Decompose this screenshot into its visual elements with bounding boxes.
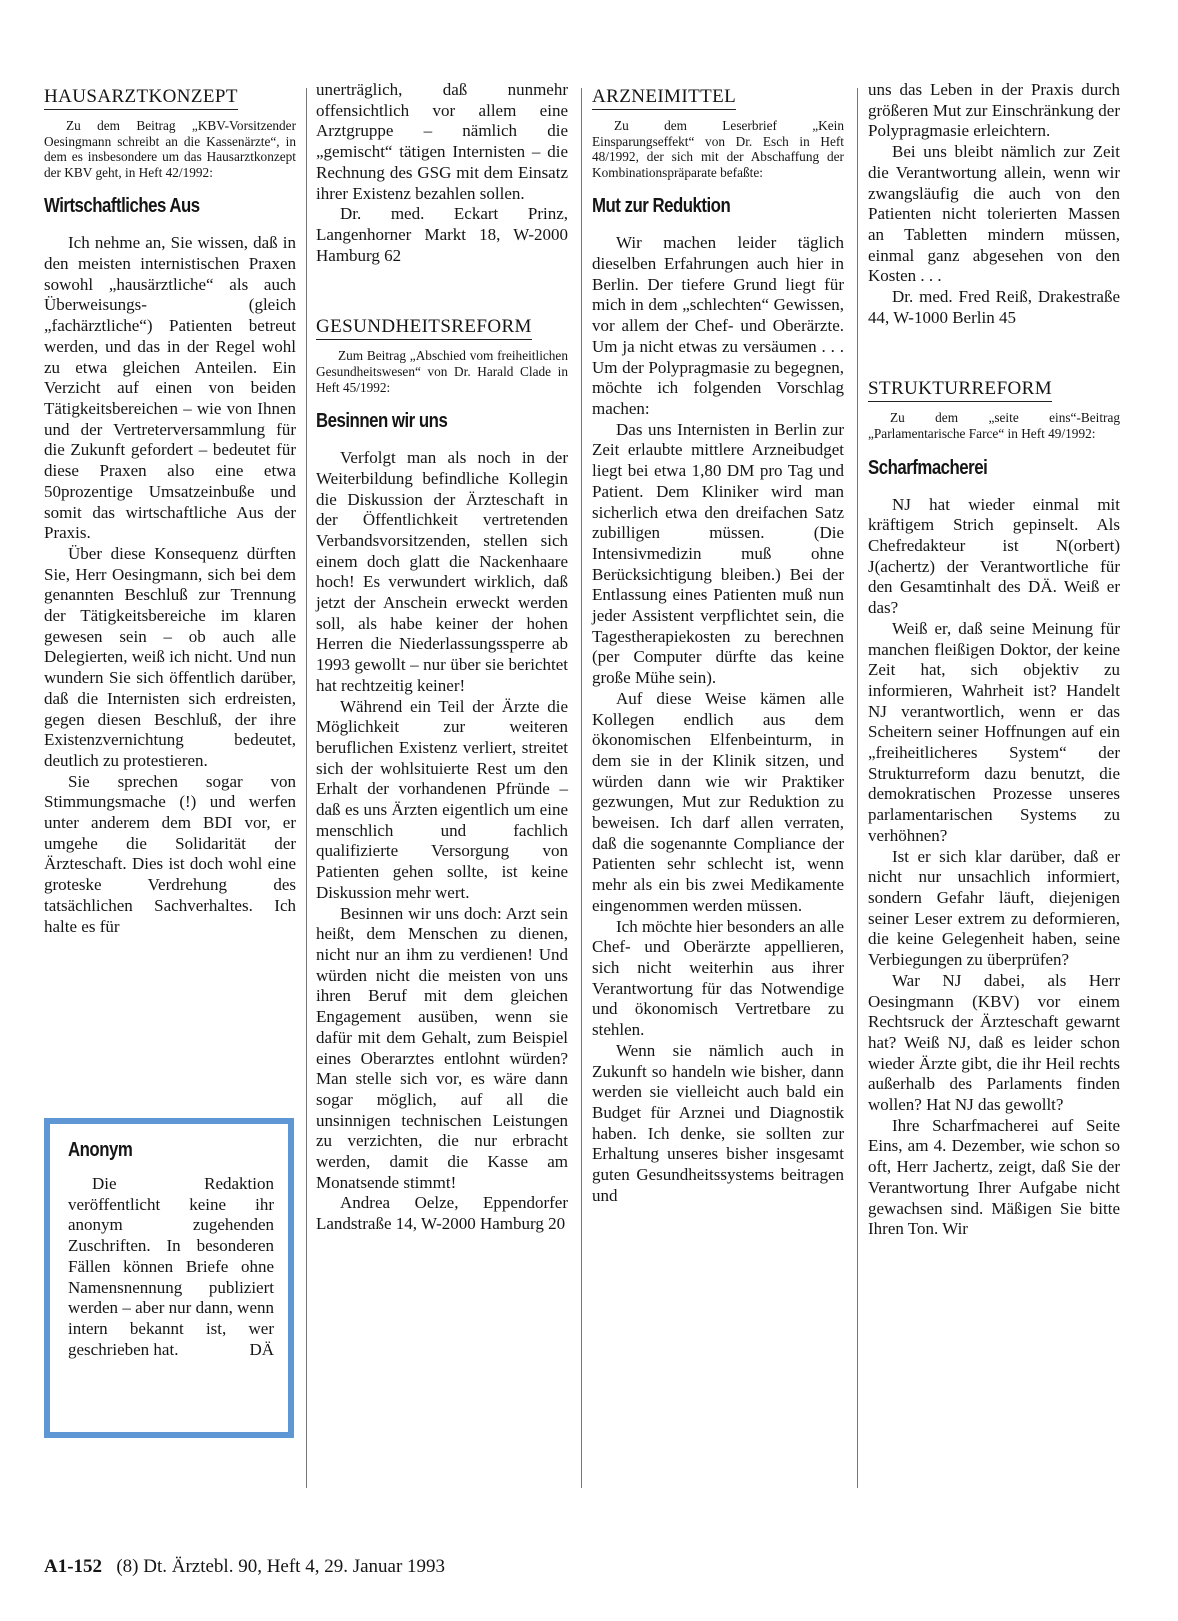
- notice-sign: DÄ: [249, 1339, 274, 1359]
- paragraph: Verfolgt man als noch in der Weiterbildung befindliche Kollegin die Diskussion der Ärzteschaft in der Öffentlichkeit vertretenden Verbandsvorsitzenden, stellen sich einem doch glatt die Nackenhaare hoch! Es verwundert wirklich, daß jetzt der Anschein erweckt werden soll, als habe keiner der hohen Herren die Niederlassungssperre ab 1993 gewollt – nur über sie berichtet hat rechtzeitig keiner!: [316, 448, 568, 695]
- page-number: A1-152: [44, 1556, 103, 1577]
- letter-intro: Zum Beitrag „Abschied vom freiheitlichen Gesundheitswesen“ von Dr. Harald Clade in Heft 45/1992:: [316, 348, 568, 395]
- paragraph: Sie sprechen sogar von Stimmungsmache (!) und werfen unter anderem dem BDI vor, er umgehe die Solidarität der Ärzteschaft. Dies ist doch wohl eine groteske Verdrehung des tatsächlichen Sachverhaltes. Ich halte es für: [44, 771, 296, 936]
- paragraph: Über diese Konsequenz dürften Sie, Herr Oesingmann, sich bei dem genannten Beschluß zur Trennung der Tätigkeitsbereiche im klaren gewesen sein – ob auch alle Delegierten, weiß ich nicht. Und nun wundern Sie sich öffentlich darüber, daß die Internisten sich erdreisten, gegen diesen Beschluß, der ihre Existenzvernichtung bedeutet, deutlich zu protestieren.: [44, 543, 296, 770]
- letter-intro: Zu dem Beitrag „KBV-Vorsitzender Oesingmann schreibt an die Kassenärzte“, in dem es insbesondere um das Hausarztkonzept der KBV geht, in Heft 42/1992:: [44, 118, 296, 180]
- letter-body: [592, 233, 844, 1206]
- letter-headline: Wirtschaftliches Aus: [44, 194, 200, 218]
- paragraph: NJ hat wieder einmal mit kräftigem Strich gepinselt. Als Chefredakteur ist N(orbert) J(achertz) der Verantwortliche für den Gesamtinhalt des DÄ. Weiß er das?: [868, 494, 1120, 618]
- letter-body: [868, 495, 1120, 1240]
- paragraph: Ich möchte hier besonders an alle Chef- und Oberärzte appellieren, sich nicht weiterhin aus ihrer Verantwortung für das Notwendige und ökonomisch Vertretbare zu stehlen.: [592, 916, 844, 1040]
- paragraph: Wenn sie nämlich auch in Zukunft so handeln wie bisher, dann werden sie vielleicht auch bald ein Budget für Arznei und Diagnostik haben. Ich denke, sie sollten zur Erhaltung unseres bisher insgesamt guten Gesundheitssystems beitragen und: [592, 1040, 844, 1205]
- column-rule: [581, 88, 582, 1488]
- paragraph: Das uns Internisten in Berlin zur Zeit erlaubte mittlere Arzneibudget liegt bei etwa 1,80 DM pro Tag und Patient. Dem Kliniker wird man sicherlich etwa den dreifachen Satz zubilligen müssen. (Die Intensivmedizin muß ohne Berücksichtigung bleiben.) Bei der Entlassung eines Patienten muß nun jeder Assistent verpflichtet sein, die Tagestherapiekosten zu berechnen (per Computer dürfte das keine große Mühe sein).: [592, 419, 844, 688]
- paragraph: Weiß er, daß seine Meinung für manchen fleißigen Doktor, der keine Zeit hat, sich objektiv zu informieren, Wahrheit ist? Handelt NJ verantwortlich, wenn er das Scheitern seiner Hoffnungen auf ein „freiheitlicheres System“ der Strukturreform dazu benutzt, die demokratischen Prozesse unseres parlamentarischen Systems zu verhöhnen?: [868, 618, 1120, 845]
- page-footer: [44, 1556, 445, 1578]
- letter-signature: Andrea Oelze, Eppendorfer Landstraße 14, W-2000 Hamburg 20: [316, 1193, 568, 1234]
- letter-headline: Scharfmacherei: [868, 455, 988, 479]
- column-rule: [306, 88, 307, 1488]
- anonym-notice-box: [44, 1118, 294, 1438]
- letter-continuation: [868, 80, 1120, 287]
- letter-headline: Mut zur Reduktion: [592, 194, 731, 218]
- notice-headline: Anonym: [68, 1138, 133, 1161]
- publication-info: (8) Dt. Ärztebl. 90, Heft 4, 29. Januar 1993: [116, 1556, 446, 1577]
- paragraph: Ihre Scharfmacherei auf Seite Eins, am 4. Dezember, wie schon so oft, Herr Jachertz, zeigt, daß Sie der Verantwortung Ihrer Aufgabe nicht gewachsen sind. Mäßigen Sie bitte Ihren Ton. Wir: [868, 1115, 1120, 1239]
- letter-continuation: [316, 80, 568, 204]
- section-kicker: STRUKTURREFORM: [868, 378, 1052, 402]
- column-4: [868, 80, 1120, 1240]
- paragraph: Wir machen leider täglich dieselben Erfahrungen auch hier in Berlin. Der tiefere Grund liegt für mich in dem „schlechten“ Gewissen, vor allem der Chef- und Oberärzte. Um ja nicht etwas zu versäumen . . . Um der Polypragmasie zu begegnen, möchte ich folgenden Vorschlag machen:: [592, 233, 844, 418]
- paragraph: Auf diese Weise kämen alle Kollegen endlich aus dem ökonomischen Elfenbeinturm, in dem sie in der Klinik sitzen, und würden dann wie wir Praktiker gezwungen, Mut zur Reduktion zu beweisen. Ich darf allen verraten, daß die sogenannte Compliance der Patienten sehr schlecht ist, wenn mehr als ein bis zwei Medikamente eingenommen werden müssen.: [592, 688, 844, 915]
- paragraph: Ich nehme an, Sie wissen, daß in den meisten internistischen Praxen sowohl „hausärztliche“ als auch Überweisungs- (gleich „fachärztliche“) Patienten betreut werden, und das in der Regel wohl zu etwa gleichen Anteilen. Ein Verzicht auf einen von beiden Tätigkeitsbereichen – wie von Ihnen und der Vertreterversammlung für die Zukunft gefordert – bedeutet für diese Praxen also eine etwa 50prozentige Umsatzeinbuße und somit das wirtschaftliche Aus der Praxis.: [44, 233, 296, 543]
- notice-text: [68, 1174, 274, 1360]
- letter-signature: Dr. med. Fred Reiß, Drakestraße 44, W-1000 Berlin 45: [868, 287, 1120, 327]
- paragraph: Während ein Teil der Ärzte die Möglichkeit zur weiteren beruflichen Existenz verliert, streitet sich der wohlsituierte Rest um den Erhalt der vorhandenen Pfründe – daß es uns Ärzten eigentlich um eine menschlich und fachlich qualifizierte Versorgung von Patienten gehen sollte, ist keine Diskussion mehr wert.: [316, 696, 568, 902]
- paragraph: unerträglich, daß nunmehr offensichtlich vor allem eine Arztgruppe – nämlich die „gemischt“ tätigen Internisten – die Rechnung des GSG mit dem Einsatz ihrer Existenz bezahlen sollen.: [316, 80, 568, 203]
- letter-arzneimittel: [592, 80, 844, 1206]
- paragraph: Bei uns bleibt nämlich zur Zeit die Verantwortung allein, wenn wir zwangsläufig die auch von den Patienten nicht tolerierten Massen an Tabletten mindern müssen, einmal ganz abgesehen von den Kosten . . .: [868, 142, 1120, 286]
- column-2: [316, 80, 568, 1235]
- letter-intro: Zu dem „seite eins“-Beitrag „Parlamentarische Farce“ in Heft 49/1992:: [868, 410, 1120, 442]
- section-kicker: GESUNDHEITSREFORM: [316, 316, 532, 340]
- letter-body: [316, 448, 568, 1193]
- letter-headline: Besinnen wir uns: [316, 409, 448, 433]
- section-kicker: ARZNEIMITTEL: [592, 86, 736, 110]
- column-rule: [857, 88, 858, 1488]
- letter-intro: Zu dem Leserbrief „Kein Einsparungseffekt“ von Dr. Esch in Heft 48/1992, der sich mit der Abschaffung der Kombinationspräparate befaßte:: [592, 118, 844, 180]
- paragraph: Besinnen wir uns doch: Arzt sein heißt, dem Menschen zu dienen, nicht nur an ihm zu verdienen! Und würden nicht die meisten von uns ihren Beruf mit dem gleichen Engagement ausüben, wenn sie dafür mit dem Gehalt, zum Beispiel eines Oberarztes entlohnt würden? Man stelle sich vor, es wäre dann sogar möglich, auf all die unsinnigen technischen Leistungen zu verzichten, die nur erbracht werden, damit die Kasse am Monatsende stimmt!: [316, 903, 568, 1192]
- paragraph: uns das Leben in der Praxis durch größeren Mut zur Einschränkung der Polypragmasie erleichtern.: [868, 80, 1120, 141]
- notice-body: Die Redaktion veröffentlicht keine ihr anonym zugehenden Zuschriften. In besonderen Fällen können Briefe ohne Namensnennung publiziert werden – aber nur dann, wenn intern bekannt ist, wer geschrieben hat.: [68, 1174, 274, 1359]
- paragraph: Ist er sich klar darüber, daß er nicht nur unsachlich informiert, sondern Gefahr läuft, diejenigen seiner Leser extrem zu deformieren, die keine Gelegenheit haben, seine Verbiegungen zu überprüfen?: [868, 846, 1120, 970]
- paragraph: War NJ dabei, als Herr Oesingmann (KBV) vor einem Rechtsruck der Ärzteschaft gewarnt hat? Weiß NJ, daß es leider schon wieder Ärzte gibt, die ihr Heil rechts außerhalb des Parlaments finden wollen? Hat NJ das gewollt?: [868, 970, 1120, 1115]
- letter-signature: Dr. med. Eckart Prinz, Langenhorner Markt 18, W-2000 Hamburg 62: [316, 204, 568, 265]
- letter-body: [44, 233, 296, 937]
- letter-hausarztkonzept: [44, 80, 296, 937]
- section-kicker: HAUSARZTKONZEPT: [44, 86, 238, 110]
